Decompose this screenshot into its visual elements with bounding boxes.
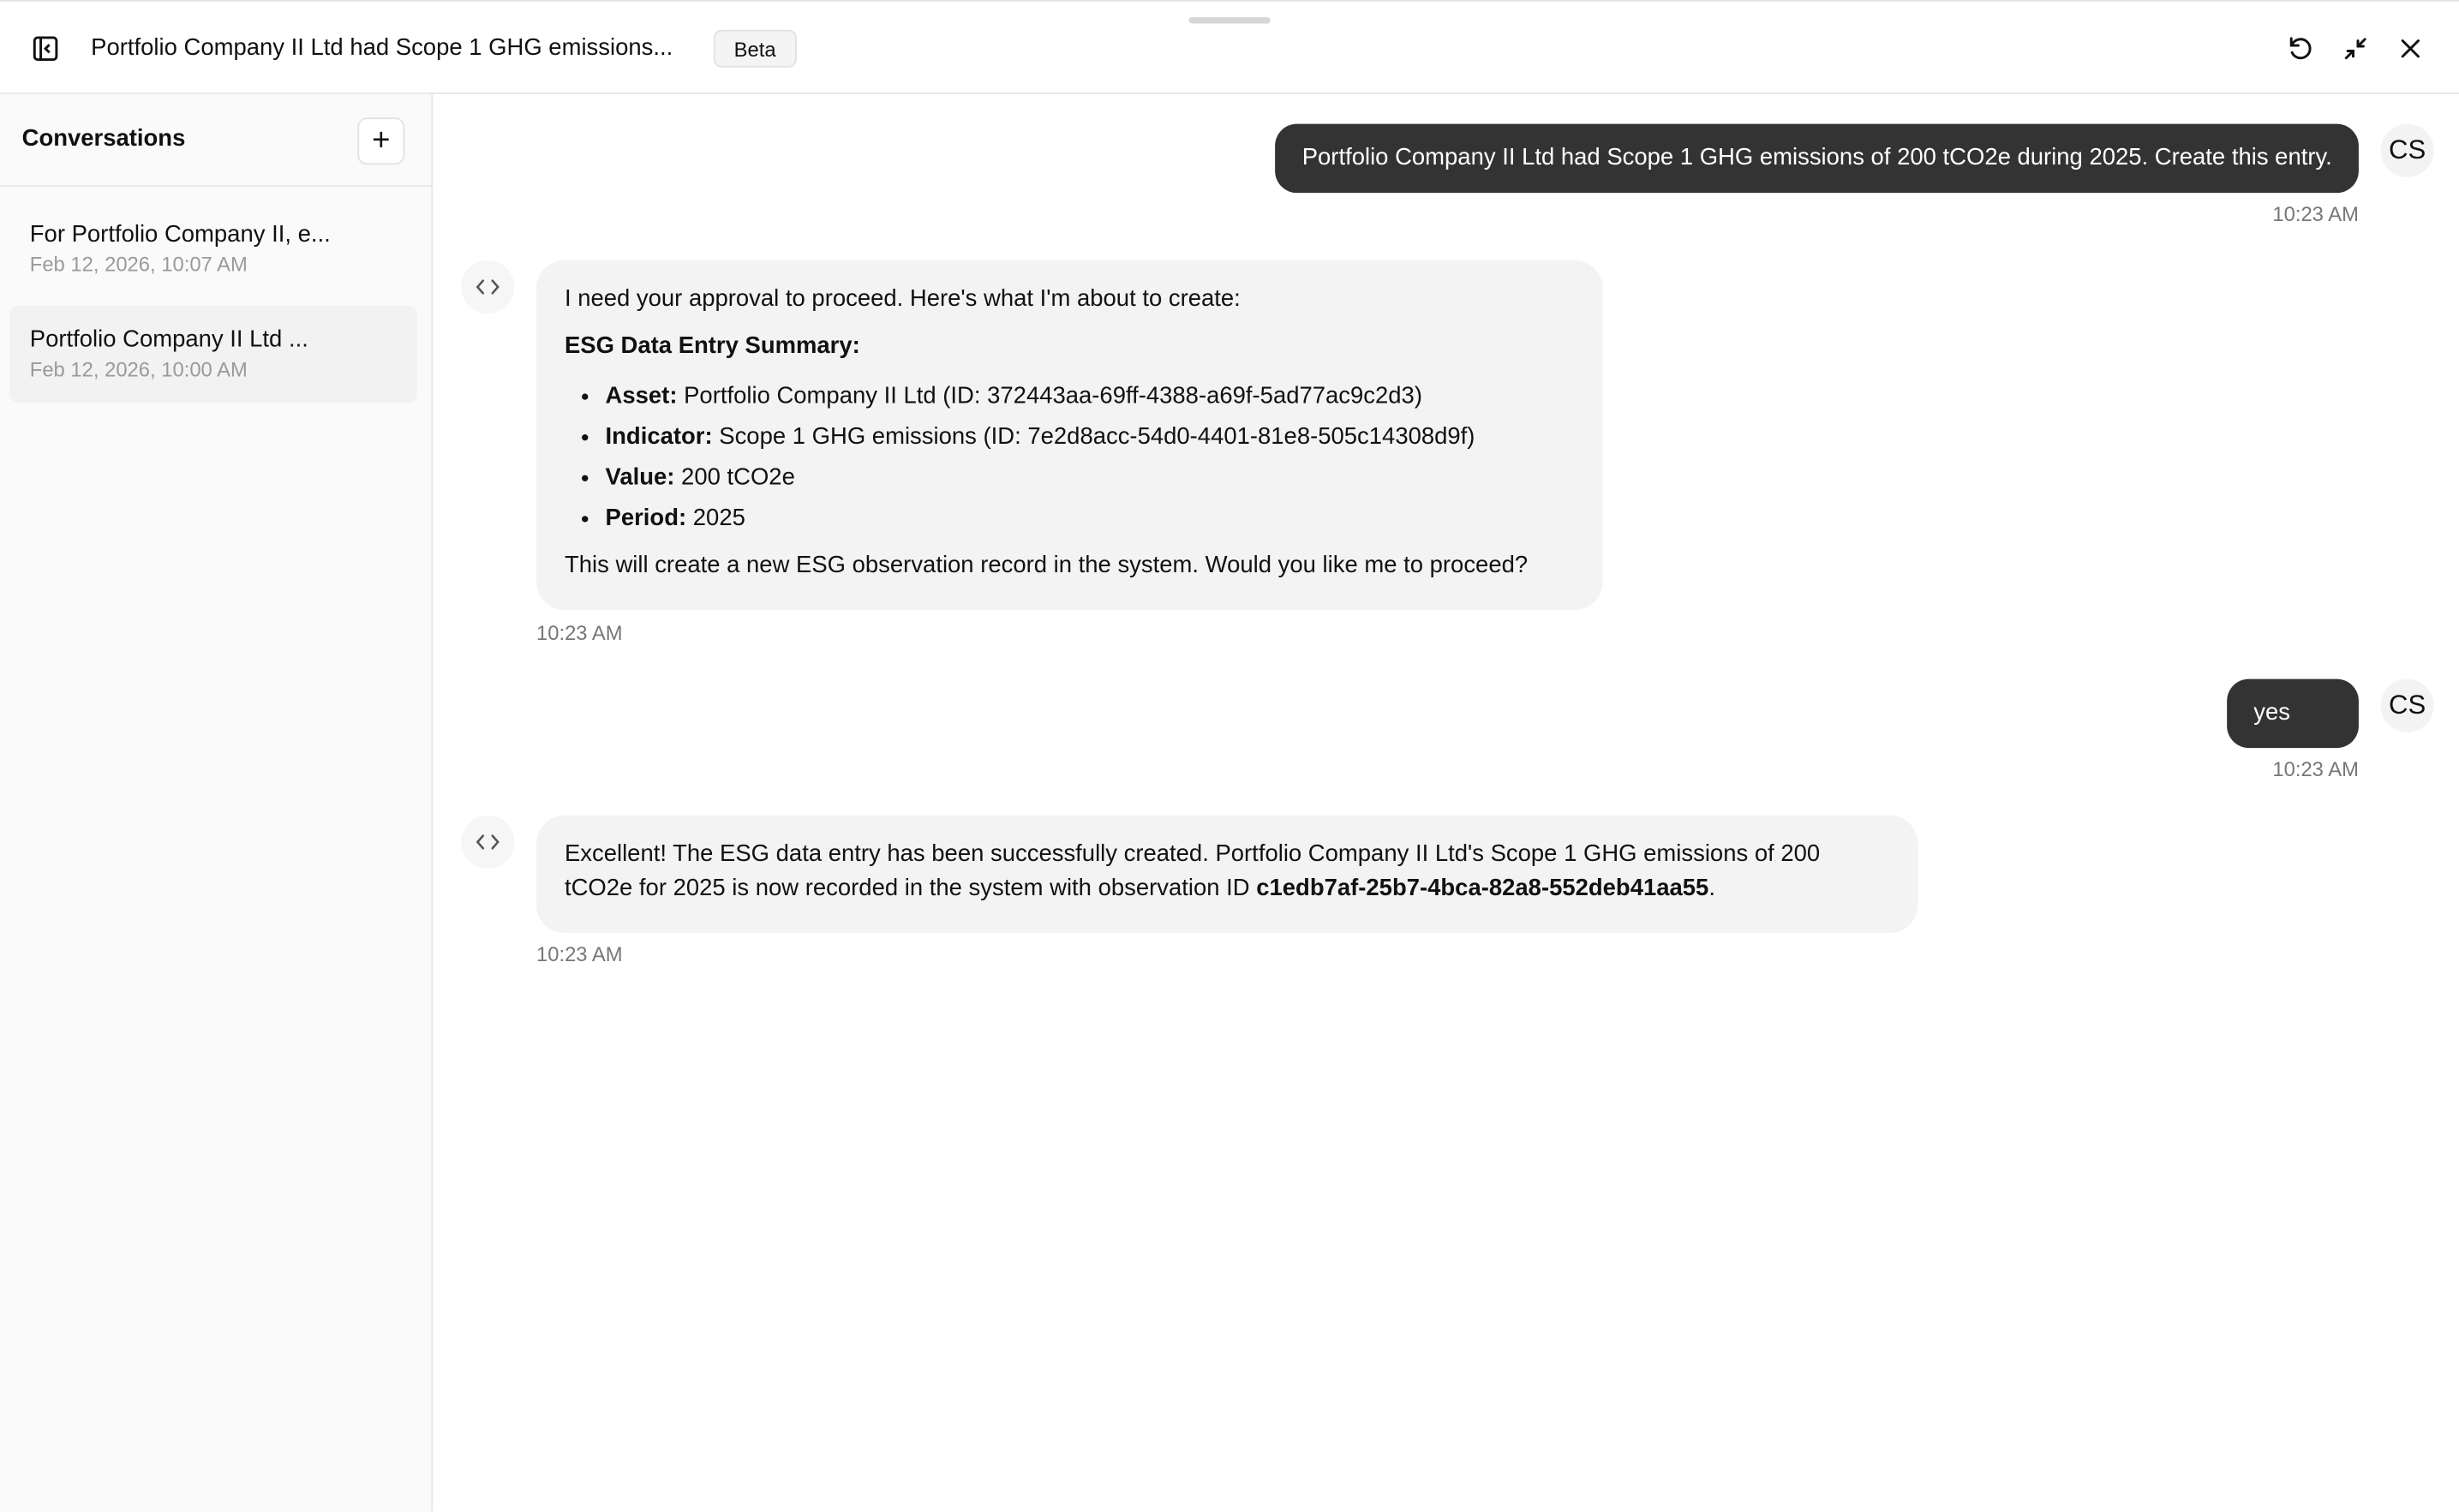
summary-list: [565, 379, 1575, 536]
minimize-icon[interactable]: [2340, 33, 2372, 64]
message-time: 10:23 AM: [2272, 202, 2359, 226]
assistant-message: [536, 816, 1918, 933]
drag-handle[interactable]: [1188, 17, 1270, 23]
sidebar-toggle-icon[interactable]: [32, 34, 60, 63]
beta-badge: Beta: [714, 30, 797, 68]
user-message: yes: [2227, 679, 2359, 749]
conversation-title: Portfolio Company II Ltd had Scope 1 GHG emissions...: [91, 34, 673, 62]
conversation-item[interactable]: [9, 200, 417, 297]
message-intro: I need your approval to proceed. Here's what I'm about to create:: [564, 285, 1241, 313]
summary-item-asset: • Asset: Portfolio Company II Ltd (ID: 372443aa-69ff-4388-a69f-5ad77ac9c2d3): [606, 379, 1575, 414]
summary-item-indicator: • Indicator: Scope 1 GHG emissions (ID: 7e2d8acc-54d0-4401-81e8-505c14308d9f): [606, 421, 1575, 455]
user-message: Portfolio Company II Ltd had Scope 1 GHG emissions of 200 tCO2e during 2025. Create this entry.: [1276, 124, 2359, 194]
sidebar-title: Conversations: [21, 125, 186, 152]
conversation-item-title: Portfolio Company II Ltd ...: [29, 326, 308, 353]
message-time: 10:23 AM: [535, 942, 623, 966]
close-icon[interactable]: [2395, 33, 2426, 64]
top-bar: [0, 2, 2459, 94]
code-icon[interactable]: [461, 260, 514, 314]
new-conversation-button[interactable]: +: [357, 117, 404, 164]
assistant-message: [536, 260, 1603, 610]
refresh-icon[interactable]: [2285, 33, 2317, 64]
code-icon[interactable]: [461, 816, 514, 869]
message-time: 10:23 AM: [535, 620, 623, 645]
conversation-item-date: Feb 12, 2026, 10:07 AM: [29, 252, 248, 277]
conversation-item-date: Feb 12, 2026, 10:00 AM: [29, 357, 248, 381]
conversation-item-title: For Portfolio Company II, e...: [29, 221, 331, 248]
sidebar-header: [0, 94, 431, 187]
observation-id: c1edb7af-25b7-4bca-82a8-552deb41aa55: [1256, 875, 1709, 902]
summary-heading: ESG Data Entry Summary:: [564, 332, 860, 360]
message-outro: This will create a new ESG observation record in the system. Would you like me to proceed?: [564, 552, 1529, 579]
conversation-item-selected[interactable]: [9, 306, 417, 403]
user-avatar: CS: [2381, 124, 2434, 177]
message-text: Excellent! The ESG data entry has been successfully created. Portfolio Company II Ltd's Scope 1 GHG emissions of 200 tCO2e for 2025 is now recorded in the system with observation ID c1edb7af-25b7-4bca-82a8-552deb41aa55.: [564, 840, 1821, 902]
conversations-sidebar: [0, 94, 433, 1512]
summary-item-value: • Value: 200 tCO2e: [606, 461, 1575, 495]
summary-item-period: • Period: 2025: [606, 502, 1575, 536]
message-time: 10:23 AM: [2272, 757, 2359, 781]
user-avatar: CS: [2381, 679, 2434, 732]
